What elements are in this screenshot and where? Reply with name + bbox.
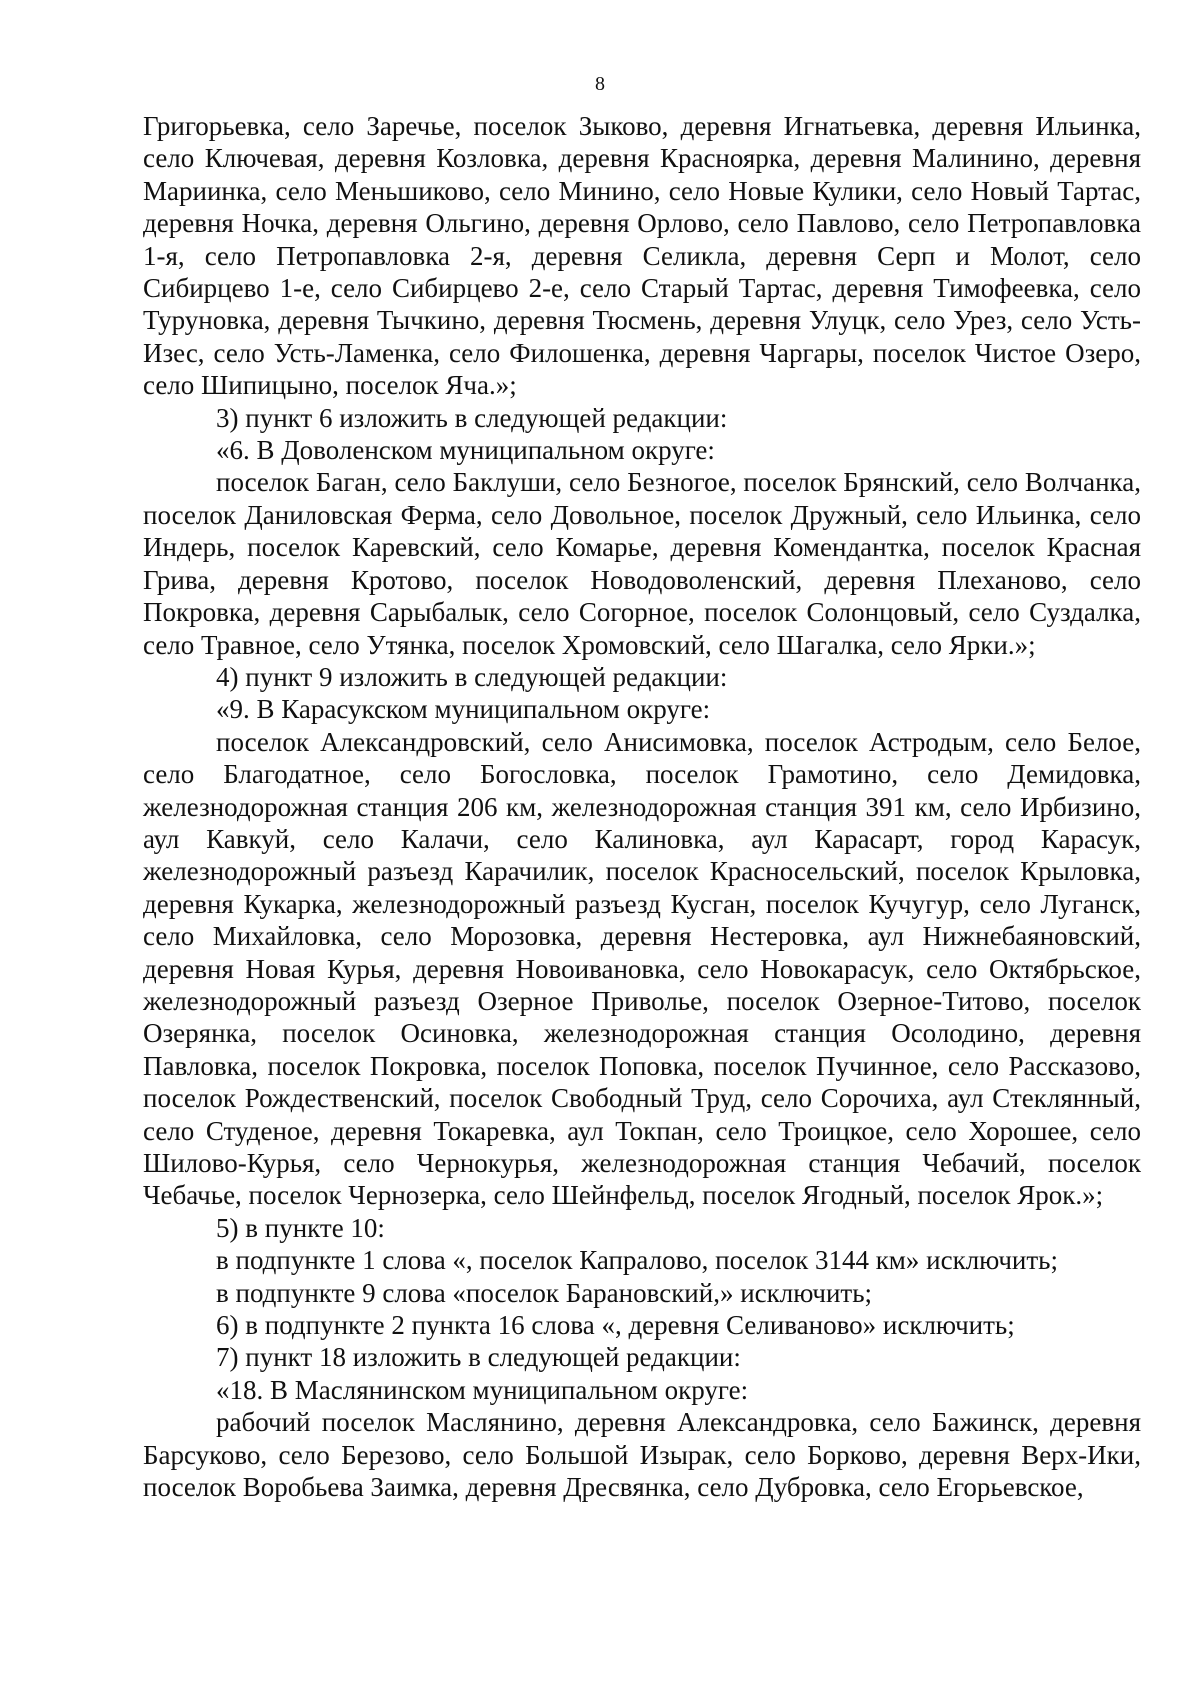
paragraph-section-9-heading: «9. В Карасукском муниципальном округе: bbox=[216, 694, 711, 725]
paragraph-section-9-list: поселок Александровский, село Анисимовка, поселок Астродым, село Белое, село Благодатное, село Богословка, поселок Грамотино, село Демидовка, железнодорожная станция 206 км, железнодорожная станция 391 км, село Ирбизино, аул Кавкуй, село Калачи, село Калиновка, аул Карасарт, город Карасук, железнодорожный разъезд Карачилик, поселок Красносельский, поселок Крыловка, деревня Кукарка, железнодорожный разъезд Кусган, поселок Кучугур, село Луганск, село Михайловка, село Морозовка, деревня Нестеровка, аул Нижнебаяновский, деревня Новая Курья, деревня Новоивановка, село Новокарасук, село Октябрьское, железнодорожный разъезд Озерное Приволье, поселок Озерное-Титово, поселок Озерянка, поселок Осиновка, железнодорожная станция Осолодино, деревня Павловка, поселок Покровка, поселок Поповка, поселок Пучинное, село Рассказово, поселок Рождественский, поселок Свободный Труд, село Сорочиха, аул Стеклянный, село Студеное, деревня Токаревка, аул Токпан, село Троицкое, село Хорошее, село Шилово-Курья, село Чернокурья, железнодорожная станция Чебачий, поселок Чебачье, поселок Чернозерка, село Шейнфельд, поселок Ягодный, поселок Ярок.»; bbox=[143, 726, 1141, 1211]
paragraph-item-5: 5) в пункте 10: bbox=[216, 1212, 385, 1243]
paragraph-continuation-section-5-list: Григорьевка, село Заречье, поселок Зыково, деревня Игнатьевка, деревня Ильинка, село Ключевая, деревня Козловка, деревня Красноярка, деревня Малинино, деревня Мариинка, село Меньшиково, село Минино, село Новые Кулики, село Новый Тартас, деревня Ночка, деревня Ольгино, деревня Орлово, село Павлово, село Петропавловка 1-я, село Петропавловка 2-я, деревня Селикла, деревня Серп и Молот, село Сибирцево 1-е, село Сибирцево 2-е, село Старый Тартас, деревня Тимофеевка, село Туруновка, деревня Тычкино, деревня Тюсмень, деревня Улуцк, село Урез, село Усть-Изес, село Усть-Ламенка, село Филошенка, деревня Чаргары, поселок Чистое Озеро, село Шипицыно, поселок Яча.»; bbox=[143, 111, 1141, 401]
paragraph-item-5-subitem-1: в подпункте 1 слова «, поселок Капралово, поселок 3144 км» исключить; bbox=[216, 1245, 1058, 1276]
document-body bbox=[143, 110, 1141, 1503]
paragraph-item-4: 4) пункт 9 изложить в следующей редакции: bbox=[216, 661, 728, 692]
paragraph-item-6: 6) в подпункте 2 пункта 16 слова «, деревня Селиваново» исключить; bbox=[216, 1310, 1015, 1341]
paragraph-item-5-subitem-9: в подпункте 9 слова «поселок Барановский,» исключить; bbox=[216, 1277, 873, 1308]
paragraph-section-18-list: рабочий поселок Маслянино, деревня Александровка, село Бажинск, деревня Барсуково, село Березово, село Большой Изырак, село Борково, деревня Верх-Ики, поселок Воробьева Заимка, деревня Дресвянка, село Дубровка, село Егорьевское, bbox=[143, 1407, 1141, 1503]
paragraph-item-3: 3) пункт 6 изложить в следующей редакции: bbox=[216, 402, 728, 433]
paragraph-section-6-heading: «6. В Доволенском муниципальном округе: bbox=[216, 435, 715, 466]
paragraph-section-6-list: поселок Баган, село Баклуши, село Безногое, поселок Брянский, село Волчанка, поселок Даниловская Ферма, село Довольное, поселок Дружный, село Ильинка, село Индерь, поселок Каревский, село Комарье, деревня Комендантка, поселок Красная Грива, деревня Кротово, поселок Новодоволенский, деревня Плеханово, село Покровка, деревня Сарыбалык, село Согорное, поселок Солонцовый, село Суздалка, село Травное, село Утянка, поселок Хромовский, село Шагалка, село Ярки.»; bbox=[143, 467, 1141, 660]
paragraph-item-7: 7) пункт 18 изложить в следующей редакции: bbox=[216, 1342, 741, 1373]
paragraph-section-18-heading: «18. В Маслянинском муниципальном округе: bbox=[216, 1374, 749, 1405]
page-number: 8 bbox=[595, 73, 605, 95]
